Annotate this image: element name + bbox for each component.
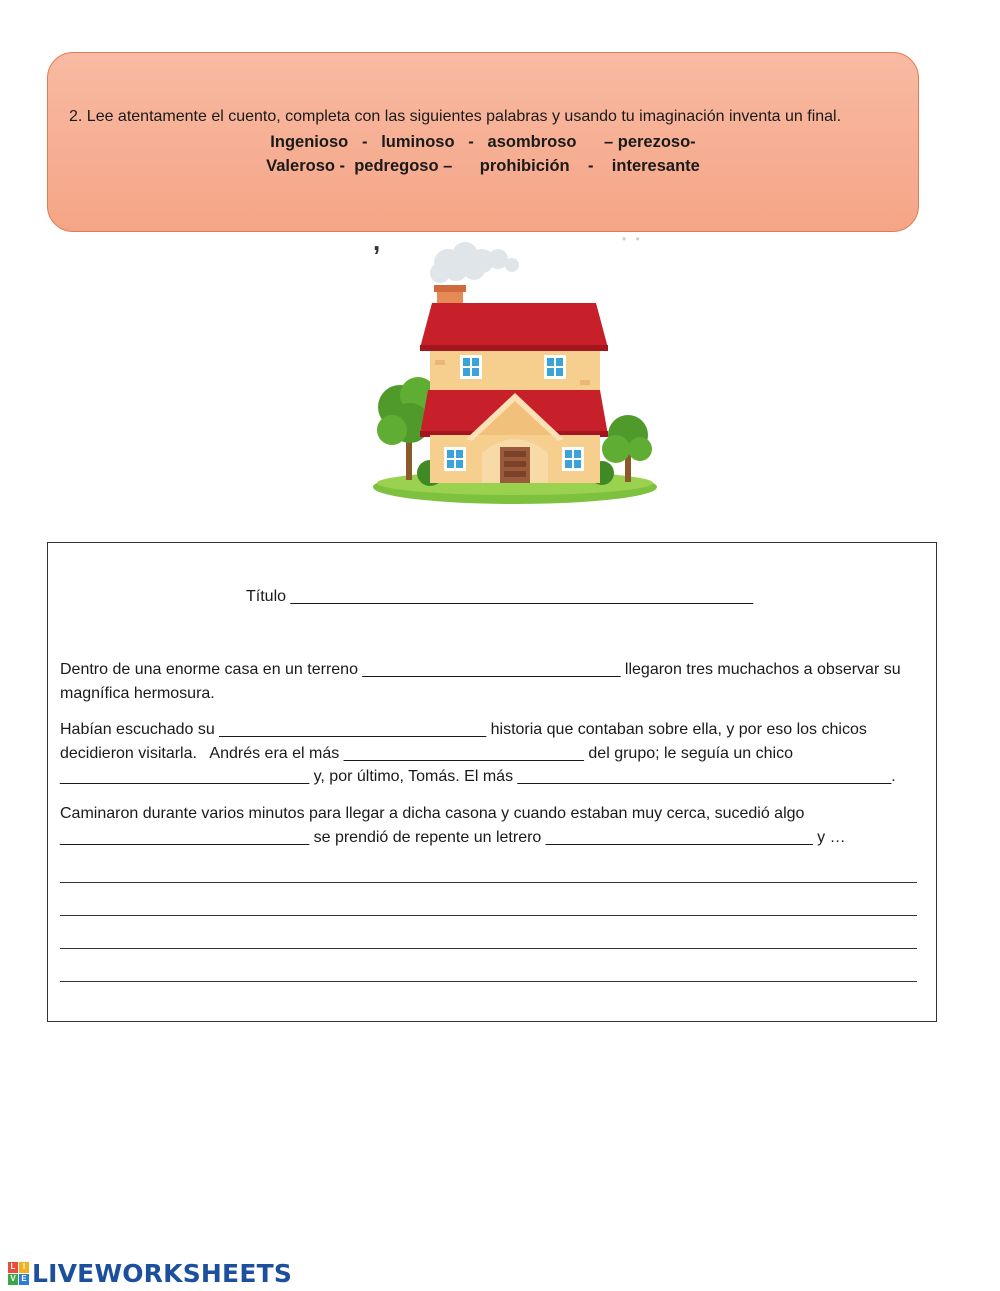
story-box	[47, 542, 937, 1022]
logo-cube: V	[8, 1274, 18, 1285]
story-title-line: Título ____________________________________________________	[246, 588, 754, 605]
ending-answer-line[interactable]	[60, 915, 917, 916]
story-paragraph-1: Dentro de una enorme casa en un terreno _____________________________ llegaron tres muchachos a observar su magnífica hermosura.	[60, 661, 901, 702]
stray-dots: • •	[622, 232, 643, 246]
upper-roof	[420, 303, 608, 348]
story-paragraph-2: Habían escuchado su ______________________________ historia que contaban sobre ella, y por eso los chicos decidieron visitarla. Andrés era el más ___________________________ del grupo; le seguía un chico ____________________________ y, por último, Tomás. El más __________________________________________.	[60, 721, 896, 785]
story-paragraph-3: Caminaron durante varios minutos para llegar a dicha casona y cuando estaban muy cerca, sucedió algo ____________________________ se prendió de repente un letrero ______________________________ y …	[60, 805, 846, 846]
logo-text: LIVEWORKSHEETS	[32, 1258, 293, 1288]
liveworksheets-logo[interactable]	[8, 1260, 292, 1286]
instruction-box	[47, 52, 919, 232]
smoke	[430, 242, 519, 283]
word-bank-line-1: Ingenioso - luminoso - asombroso – perezoso-	[270, 133, 696, 151]
stray-comma: ,	[373, 226, 381, 256]
logo-cube: I	[19, 1262, 29, 1273]
house-illustration	[370, 235, 660, 510]
instruction-text: 2. Lee atentamente el cuento, completa con las siguientes palabras y usando tu imaginación inventa un final.	[69, 108, 842, 125]
logo-cube: E	[19, 1274, 29, 1285]
ending-answer-line[interactable]	[60, 882, 917, 883]
ending-answer-line[interactable]	[60, 948, 917, 949]
logo-cubes	[8, 1262, 29, 1285]
word-bank-line-2: Valeroso - pedregoso – prohibición - interesante	[266, 157, 700, 175]
ending-answer-line[interactable]	[60, 981, 917, 982]
logo-cube: L	[8, 1262, 18, 1273]
